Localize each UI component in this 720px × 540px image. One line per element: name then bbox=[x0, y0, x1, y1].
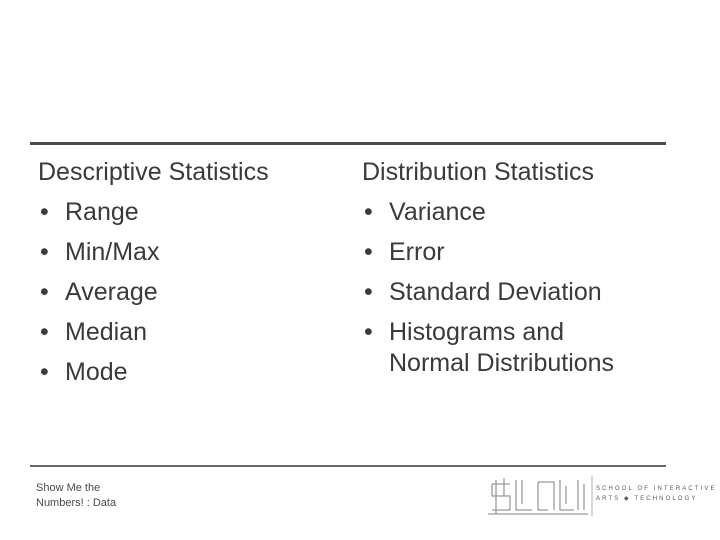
distribution-statistics-list bbox=[362, 192, 682, 378]
descriptive-statistics-heading: Descriptive Statistics bbox=[38, 158, 269, 186]
logo-wordmark: SCHOOL OF INTERACTIVE ARTS ◆ TECHNOLOGY bbox=[596, 486, 717, 502]
list-item: • Min/Max bbox=[40, 238, 160, 266]
list-item: • Error bbox=[364, 238, 445, 266]
descriptive-statistics-column bbox=[38, 152, 338, 392]
list-item: • Range bbox=[40, 198, 139, 226]
list-item: • Standard Deviation bbox=[364, 278, 602, 306]
distribution-statistics-heading: Distribution Statistics bbox=[362, 158, 595, 186]
top-divider bbox=[30, 142, 666, 145]
footer-caption: Show Me the Numbers! : Data bbox=[36, 482, 117, 509]
list-item: • Variance bbox=[364, 198, 486, 226]
descriptive-statistics-list bbox=[38, 192, 338, 392]
list-item: • Median bbox=[40, 318, 147, 346]
distribution-statistics-column bbox=[362, 152, 682, 378]
bottom-divider bbox=[30, 465, 666, 467]
list-item-continuation: Normal Distributions bbox=[389, 349, 615, 377]
list-item: • Average bbox=[40, 278, 158, 306]
list-item: • Histograms and Normal Distributions bbox=[362, 312, 682, 378]
list-item: • Mode bbox=[40, 358, 128, 386]
